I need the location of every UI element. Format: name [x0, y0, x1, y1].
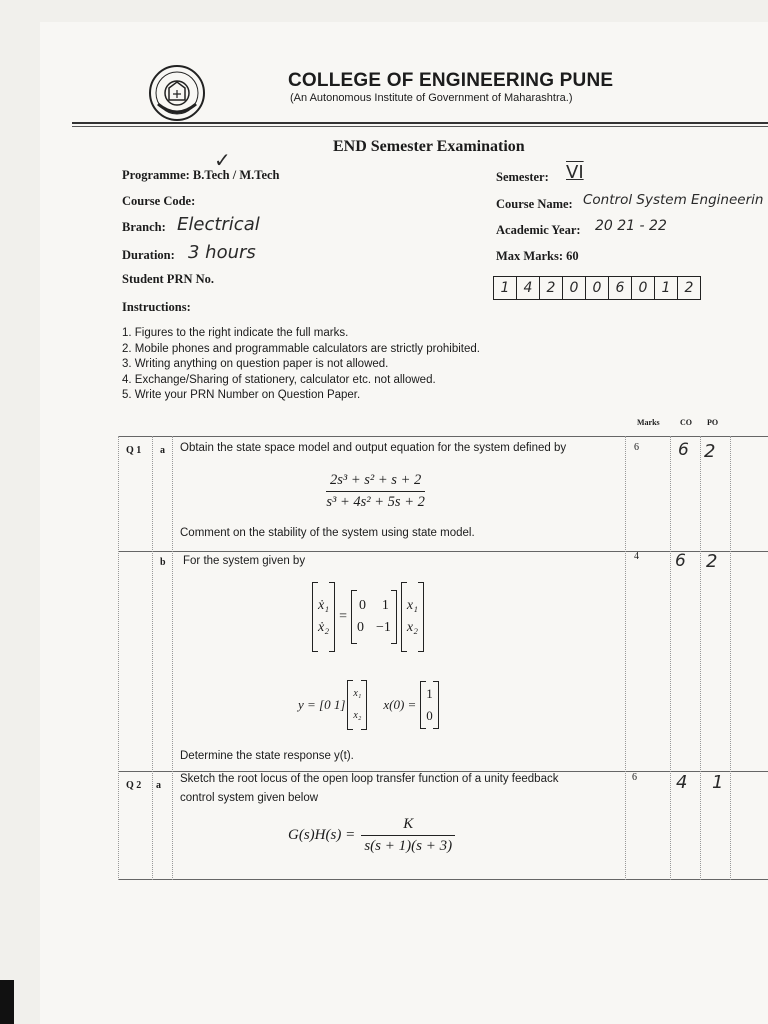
q1-number: Q 1	[126, 445, 142, 456]
q1a-text: Obtain the state space model and output equation for the system defined by	[180, 442, 567, 454]
q1b-marks: 4	[634, 551, 639, 562]
academic-year-label: Academic Year:	[496, 223, 581, 237]
table-col-divider	[700, 436, 701, 880]
q1a-transfer-function	[326, 472, 425, 511]
instructions-label: Instructions:	[122, 300, 191, 314]
instruction-item: 2. Mobile phones and programmable calculators are strictly prohibited.	[122, 342, 480, 355]
co-column-header: CO	[680, 418, 692, 427]
x-vector	[401, 582, 424, 652]
prn-digit: 0	[632, 277, 655, 299]
q1a-comment: Comment on the stability of the system using state model.	[180, 527, 475, 539]
instruction-item: 5. Write your PRN Number on Question Paper.	[122, 389, 361, 402]
duration-value: 3 hours	[188, 242, 256, 263]
marks-column-header: Marks	[637, 418, 660, 427]
q1b-state-equation	[312, 582, 424, 652]
a21: 0	[357, 620, 364, 635]
semester-value: VI	[566, 162, 584, 183]
q2a-lhs: G(s)H(s) =	[288, 827, 356, 843]
q1b-sub: b	[160, 557, 166, 568]
q1a-co: 6	[678, 440, 689, 460]
y-equation-lhs: y = [0 1]	[298, 697, 346, 712]
equals-sign: =	[339, 609, 347, 624]
x2: x₂	[406, 620, 418, 635]
x0-1: 1	[426, 686, 433, 701]
prn-label: Student PRN No.	[122, 272, 215, 286]
table-left-edge	[118, 436, 119, 880]
q2a-po: 1	[712, 772, 724, 793]
programme-check-mark: ✓	[214, 148, 231, 172]
prn-digit: 2	[684, 280, 694, 296]
course-name-label: Course Name:	[496, 197, 573, 211]
q1b-co: 6	[675, 551, 686, 571]
q2a-numerator: K	[361, 816, 455, 836]
course-code-label: Course Code:	[122, 194, 196, 208]
po-column-header: PO	[707, 418, 719, 427]
scan-edge	[0, 980, 14, 1024]
q1b-determine: Determine the state response y(t).	[180, 750, 354, 762]
header-rule-thin	[72, 126, 768, 127]
q1b-po: 2	[706, 551, 718, 572]
q2a-text-line2: control system given below	[180, 792, 319, 804]
max-marks-label: Max Marks: 60	[496, 249, 579, 263]
xdot2: ẋ₂	[318, 620, 330, 635]
q2a-text-line1: Sketch the root locus of the open loop transfer function of a unity feedback	[180, 773, 559, 785]
programme-value: B.Tech / M.Tech	[192, 168, 280, 182]
a12: 1	[381, 598, 389, 613]
a22: −1	[376, 620, 391, 635]
college-subtitle: (An Autonomous Institute of Government of Maharashtra.)	[290, 92, 573, 104]
q1a-denominator: s³ + 4s² + 5s + 2	[326, 494, 425, 510]
q2a-co: 4	[676, 772, 688, 793]
a-matrix	[351, 590, 397, 644]
prn-digit: 6	[609, 277, 632, 299]
x1: x₁	[406, 598, 418, 613]
programme-label: Programme:	[122, 168, 190, 182]
table-col-divider	[670, 436, 671, 880]
initial-condition-vector	[420, 681, 439, 729]
course-name-value: Control System Engineerin	[583, 192, 764, 208]
college-seal-logo	[148, 64, 206, 122]
q1a-numerator: 2s³ + s² + s + 2	[326, 472, 425, 492]
academic-year-value: 20 21 - 22	[595, 218, 667, 234]
instruction-item: 4. Exchange/Sharing of stationery, calculator etc. not allowed.	[122, 373, 436, 386]
programme-row	[122, 168, 280, 183]
table-col-divider	[172, 436, 173, 880]
x1: x₁	[353, 688, 362, 699]
q1b-output-equation	[298, 680, 439, 730]
prn-digit: 2	[540, 277, 563, 299]
prn-digit: 0	[563, 277, 586, 299]
prn-digit: 0	[586, 277, 609, 299]
branch-label: Branch:	[122, 220, 166, 234]
a11: 0	[358, 598, 366, 613]
prn-digit: 4	[517, 277, 540, 299]
prn-boxes	[493, 276, 701, 300]
x2: x₂	[353, 710, 362, 721]
q2a-marks: 6	[632, 772, 637, 783]
table-col-divider	[152, 436, 153, 880]
xdot-vector	[312, 582, 335, 652]
output-x-vector	[347, 680, 367, 730]
instruction-item: 1. Figures to the right indicate the full marks.	[122, 327, 349, 339]
xdot1: ẋ₁	[318, 598, 330, 613]
q2a-denominator: s(s + 1)(s + 3)	[364, 838, 453, 854]
q2a-sub: a	[156, 780, 161, 791]
table-col-divider	[625, 436, 626, 880]
duration-label: Duration:	[122, 248, 175, 262]
branch-value: Electrical	[177, 214, 260, 235]
q1a-marks: 6	[634, 442, 639, 453]
q2a-transfer-function	[288, 816, 455, 855]
table-col-divider	[730, 436, 731, 880]
semester-label: Semester:	[496, 170, 549, 184]
prn-digit: 1	[494, 277, 517, 299]
q2-number: Q 2	[126, 780, 142, 791]
q1a-sub: a	[160, 445, 165, 456]
initial-condition-lhs: x(0) =	[383, 697, 417, 712]
q2a-fraction	[361, 816, 455, 855]
college-name: COLLEGE OF ENGINEERING PUNE	[288, 70, 614, 91]
exam-title: END Semester Examination	[333, 138, 525, 155]
prn-digit: 1	[655, 277, 678, 299]
instructions-list	[122, 326, 480, 404]
header-rule	[72, 122, 768, 124]
q1a-po: 2	[704, 441, 716, 462]
instruction-item: 3. Writing anything on question paper is not allowed.	[122, 358, 389, 371]
x0-2: 0	[426, 708, 433, 723]
q1b-text: For the system given by	[183, 555, 306, 567]
